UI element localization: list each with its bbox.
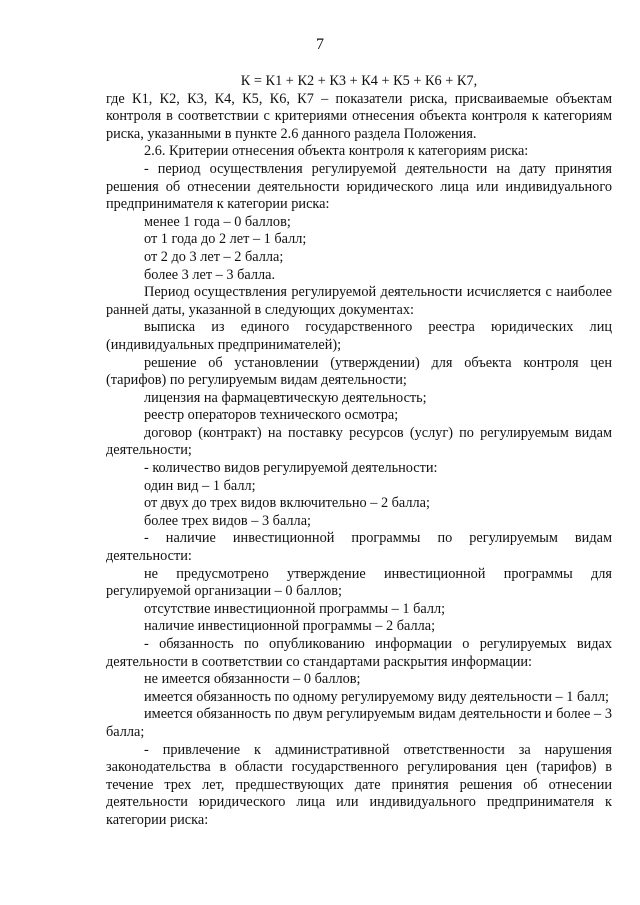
score-item: не предусмотрено утверждение инвестиционной программы для регулируемой организации – 0 баллов; xyxy=(106,565,612,600)
document-item: договор (контракт) на поставку ресурсов (услуг) по регулируемым видам деятельности; xyxy=(106,424,612,459)
score-item: более трех видов – 3 балла; xyxy=(144,512,312,529)
document-body xyxy=(106,73,612,830)
criterion-investment: - наличие инвестиционной программы по регулируемым видам деятельности: xyxy=(106,530,612,565)
section-heading: 2.6. Критерии отнесения объекта контроля к категориям риска: xyxy=(144,143,529,160)
score-item: от 1 года до 2 лет – 1 балл; xyxy=(144,231,307,248)
page-number: 7 xyxy=(316,36,324,53)
document-item: решение об установлении (утверждении) для объекта контроля цен (тарифов) по регулируемым видам деятельности; xyxy=(106,354,612,389)
document-item: реестр операторов технического осмотра; xyxy=(144,407,399,424)
paragraph: Период осуществления регулируемой деятельности исчисляется с наиболее ранней даты, указанной в следующих документах: xyxy=(106,284,612,318)
document-item: лицензия на фармацевтическую деятельность; xyxy=(144,389,427,406)
criterion-count: - количество видов регулируемой деятельности: xyxy=(144,460,438,477)
score-item: более 3 лет – 3 балла. xyxy=(144,266,276,283)
formula-explanation: где К1, К2, К3, К4, К5, К6, К7 – показатели риска, присваиваемые объектам контроля в соответствии с критериями отнесения объекта контроля к категориям риска, указанными в пункте 2.6 данного раздела Положения. xyxy=(106,90,612,142)
formula-line: К = К1 + К2 + К3 + К4 + К5 + К6 + К7, xyxy=(240,73,478,89)
score-item: отсутствие инвестиционной программы – 1 балл; xyxy=(144,600,446,617)
document-item: выписка из единого государственного реестра юридических лиц (индивидуальных предпринимателей); xyxy=(106,319,612,353)
criterion-disclosure: - обязанность по опубликованию информации о регулируемых видах деятельности в соответствии со стандартами раскрытия информации: xyxy=(106,636,612,670)
score-item: менее 1 года – 0 баллов; xyxy=(144,213,291,230)
criterion-liability: - привлечение к административной ответственности за нарушения законодательства в области государственного регулирования цен (тарифов) в течение трех лет, предшествующих дате принятия решения об отнесении деятельности юридического лица или индивидуального предпринимателя к категории риска: xyxy=(106,741,612,828)
score-item: от двух до трех видов включительно – 2 балла; xyxy=(144,495,430,512)
score-item: от 2 до 3 лет – 2 балла; xyxy=(144,248,284,265)
score-item: имеется обязанность по двум регулируемым видам деятельности и более – 3 балла; xyxy=(106,706,612,740)
criterion-period: - период осуществления регулируемой деятельности на дату принятия решения об отнесении деятельности юридического лица или индивидуального предпринимателя к категории риска: xyxy=(106,160,612,213)
score-item: имеется обязанность по одному регулируемому виду деятельности – 1 балл; xyxy=(144,688,609,705)
score-item: один вид – 1 балл; xyxy=(144,477,256,494)
score-item: наличие инвестиционной программы – 2 балла; xyxy=(144,618,436,635)
score-item: не имеется обязанности – 0 баллов; xyxy=(144,671,361,688)
